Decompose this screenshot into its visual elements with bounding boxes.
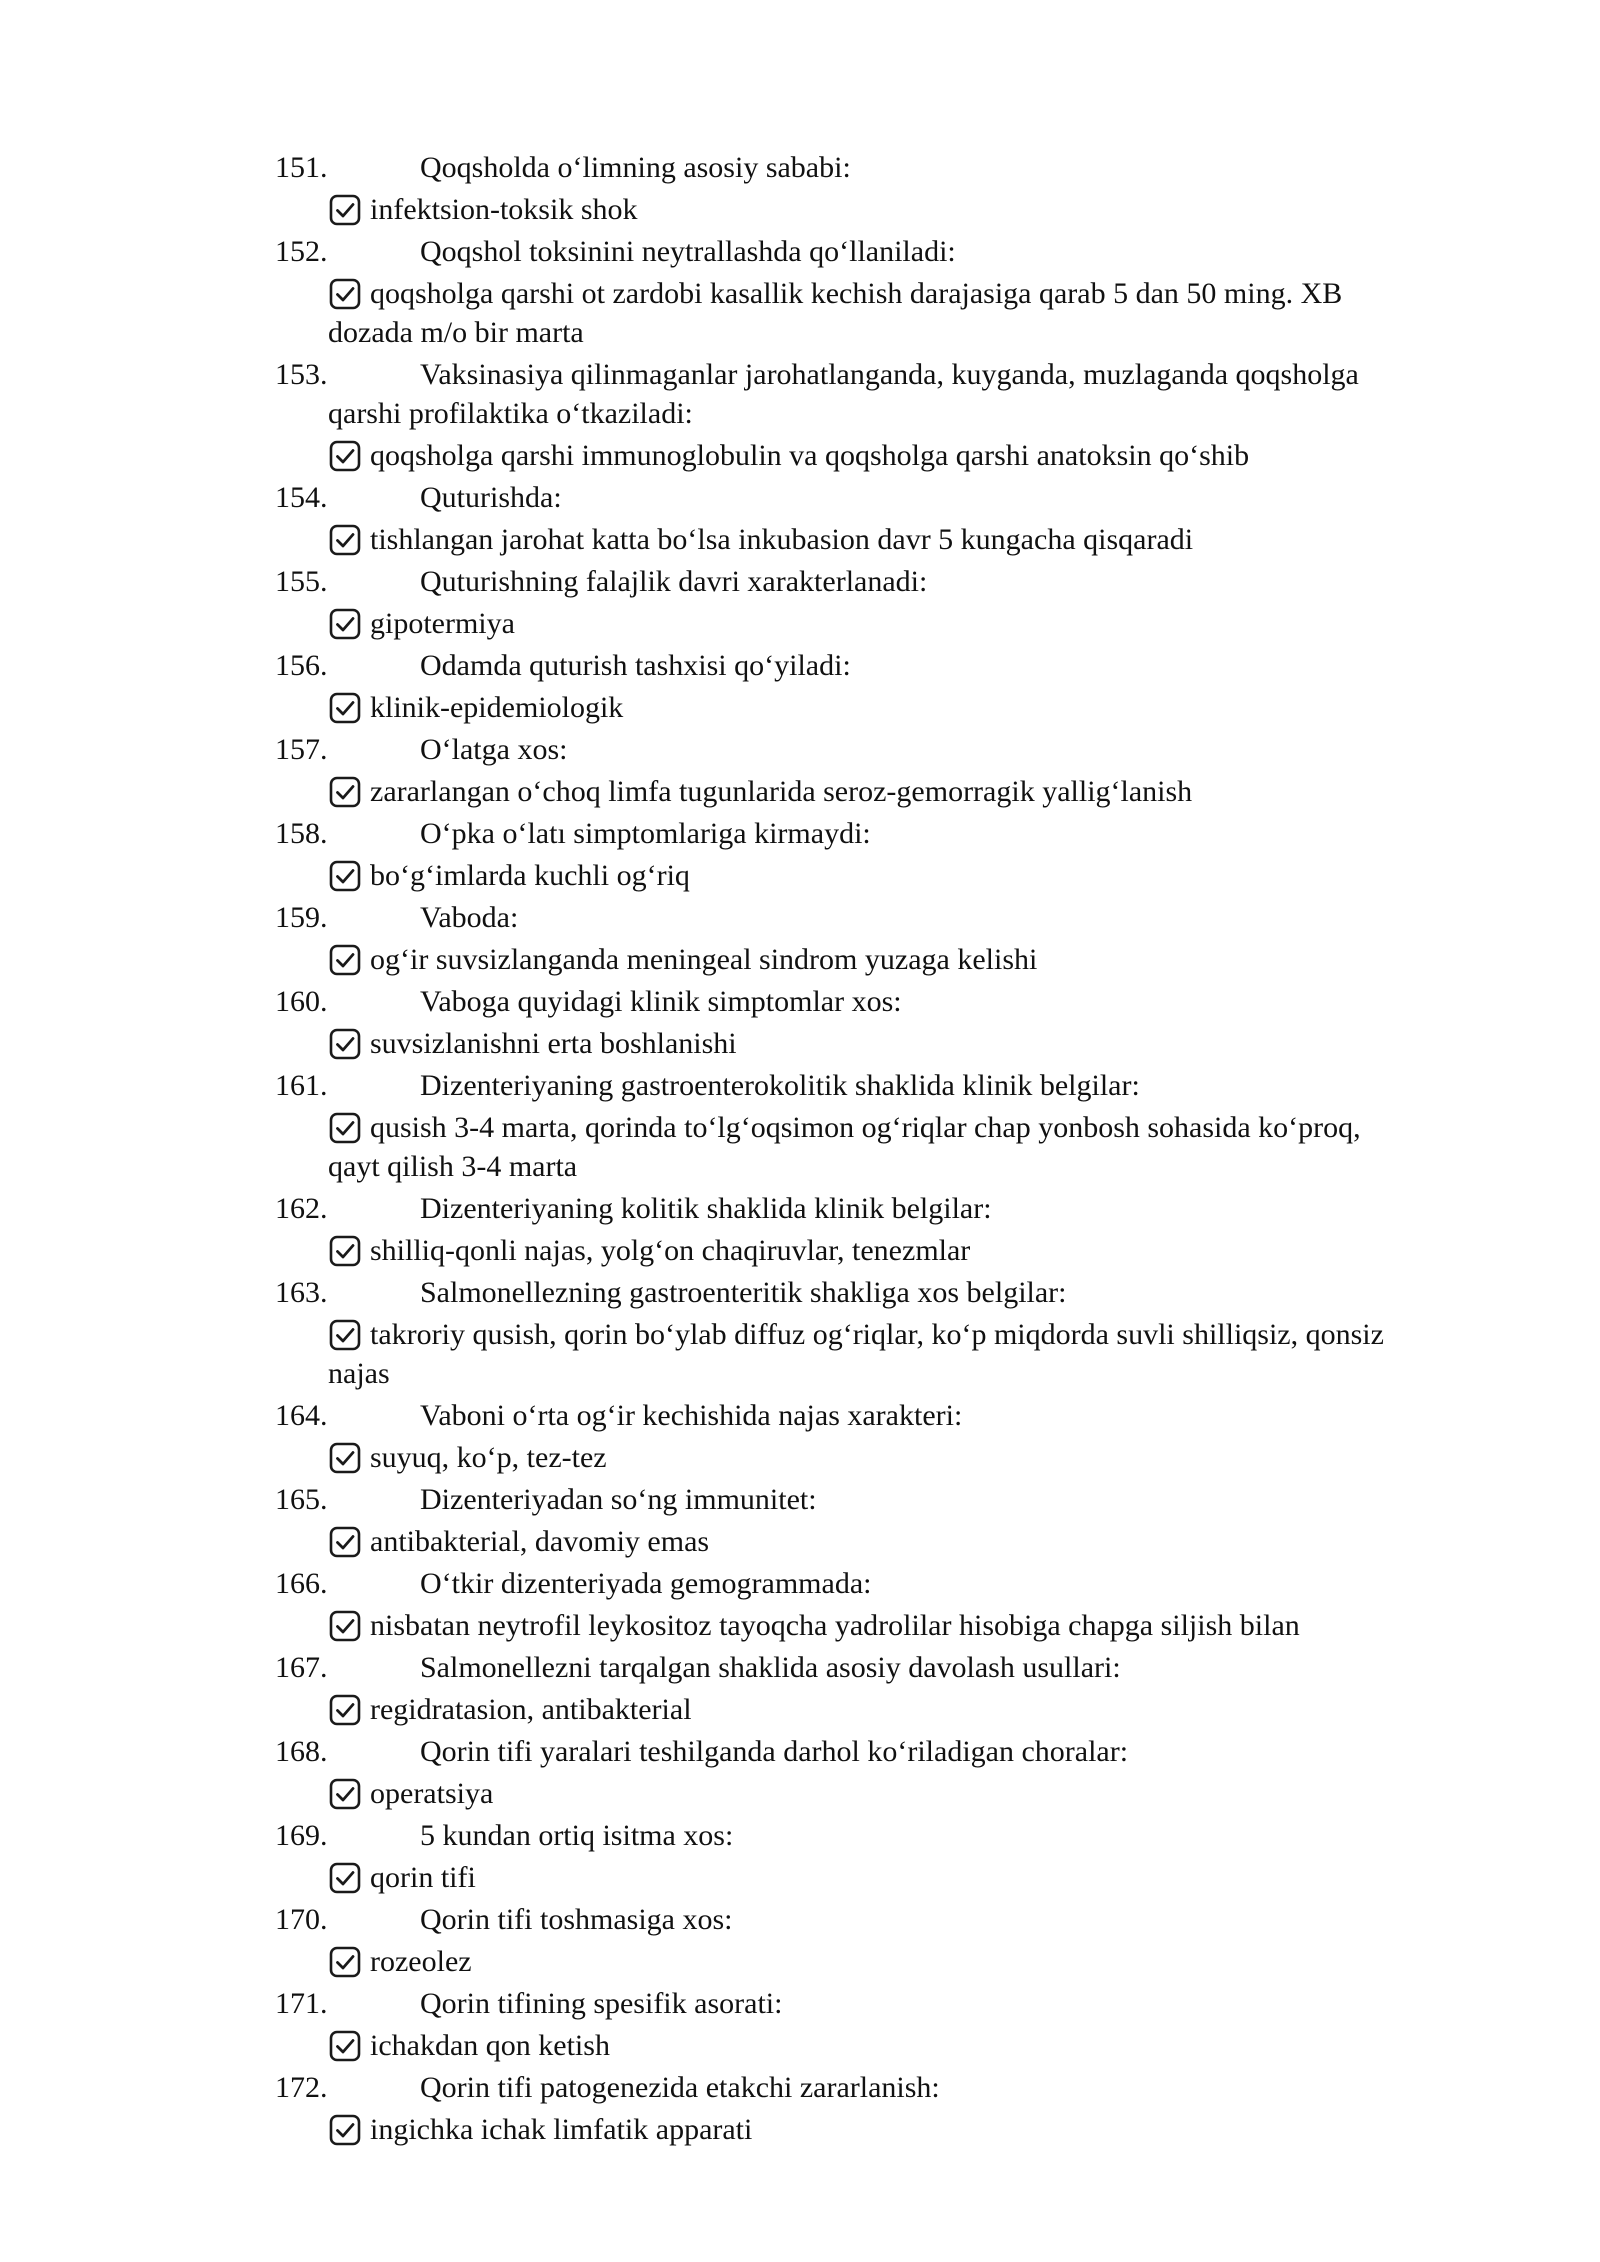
question-number: 168.	[275, 1735, 328, 1768]
question-text: O‘latga xos:	[420, 733, 568, 766]
answer-text: infektsion-toksik shok	[370, 193, 638, 226]
answer-line	[328, 274, 1505, 313]
checkbox-checked-icon	[328, 1693, 362, 1727]
question-item	[275, 1900, 1505, 1981]
answer	[275, 772, 1505, 811]
question-number: 169.	[275, 1819, 328, 1852]
checkbox-checked-icon	[328, 1027, 362, 1061]
answer-line	[328, 1108, 1505, 1147]
question-line	[275, 814, 1505, 853]
question-line	[275, 1900, 1505, 1939]
answer-text: ichakdan qon ketish	[370, 2029, 610, 2062]
question-line	[275, 148, 1505, 187]
checkbox-checked-icon	[328, 523, 362, 557]
question-text: Vaboni o‘rta og‘ir kechishida najas xarakteri:	[420, 1399, 963, 1432]
question-item	[275, 1189, 1505, 1270]
question-item	[275, 898, 1505, 979]
question-number: 158.	[275, 817, 328, 850]
question-text: Qorin tifi patogenezida etakchi zararlanish:	[420, 2071, 940, 2104]
answer-text: shilliq-qonli najas, yolg‘on chaqiruvlar, tenezmlar	[370, 1234, 971, 1267]
question-line	[275, 562, 1505, 601]
answer-text: tishlangan jarohat katta bo‘lsa inkubasion davr 5 kungacha qisqaradi	[370, 523, 1194, 556]
answer	[275, 1315, 1505, 1393]
answer	[275, 1606, 1505, 1645]
answer	[275, 436, 1505, 475]
answer-line	[328, 2026, 1505, 2065]
answer	[275, 1690, 1505, 1729]
answer-text: antibakterial, davomiy emas	[370, 1525, 710, 1558]
question-text: Vaksinasiya qilinmaganlar jarohatlanganda, kuyganda, muzlaganda qoqsholga	[420, 358, 1359, 391]
question-item	[275, 355, 1505, 475]
checkbox-checked-icon	[328, 1234, 362, 1268]
checkbox-checked-icon	[328, 439, 362, 473]
checkbox-checked-icon	[328, 607, 362, 641]
question-number: 167.	[275, 1651, 328, 1684]
question-number: 157.	[275, 733, 328, 766]
question-item	[275, 1816, 1505, 1897]
answer-line	[328, 1438, 1505, 1477]
question-number: 162.	[275, 1192, 328, 1225]
checkbox-checked-icon	[328, 193, 362, 227]
question-number: 164.	[275, 1399, 328, 1432]
question-text: Dizenteriyadan so‘ng immunitet:	[420, 1483, 817, 1516]
question-number: 159.	[275, 901, 328, 934]
answer-text: nisbatan neytrofil leykositoz tayoqcha yadrolilar hisobiga chapga siljish bilan	[370, 1609, 1300, 1642]
question-text-continuation: qarshi profilaktika o‘tkaziladi:	[328, 397, 693, 430]
question-line	[275, 1732, 1505, 1771]
answer-line	[328, 436, 1505, 475]
answer-line	[328, 940, 1505, 979]
question-text: Qorin tifining spesifik asorati:	[420, 1987, 783, 2020]
answer	[275, 1438, 1505, 1477]
answer-line	[328, 1942, 1505, 1981]
question-line	[275, 730, 1505, 769]
question-text: 5 kundan ortiq isitma xos:	[420, 1819, 734, 1852]
question-number: 155.	[275, 565, 328, 598]
answer	[275, 274, 1505, 352]
answer-text: qoqsholga qarshi immunoglobulin va qoqsholga qarshi anatoksin qo‘shib	[370, 439, 1250, 472]
answer-line	[328, 2110, 1505, 2149]
question-item	[275, 1273, 1505, 1393]
question-text: O‘tkir dizenteriyada gemogrammada:	[420, 1567, 872, 1600]
question-line	[275, 1984, 1505, 2023]
checkbox-checked-icon	[328, 1861, 362, 1895]
answer-line	[328, 520, 1505, 559]
answer-text-continuation: dozada m/o bir marta	[328, 316, 584, 349]
answer	[275, 1231, 1505, 1270]
question-text: Dizenteriyaning kolitik shaklida klinik belgilar:	[420, 1192, 992, 1225]
answer-text: qoqsholga qarshi ot zardobi kasallik kechish darajasiga qarab 5 dan 50 ming. XB	[370, 277, 1343, 310]
answer-text: qorin tifi	[370, 1861, 476, 1894]
question-item	[275, 562, 1505, 643]
answer-text: gipotermiya	[370, 607, 515, 640]
checkbox-checked-icon	[328, 691, 362, 725]
answer-text: bo‘g‘imlarda kuchli og‘riq	[370, 859, 690, 892]
question-item	[275, 814, 1505, 895]
question-line	[275, 646, 1505, 685]
question-list	[275, 148, 1505, 2152]
answer	[275, 1522, 1505, 1561]
answer	[275, 940, 1505, 979]
question-number: 163.	[275, 1276, 328, 1309]
question-text: Vaboda:	[420, 901, 519, 934]
answer-text: regidratasion, antibakterial	[370, 1693, 692, 1726]
question-number: 171.	[275, 1987, 328, 2020]
answer	[275, 1858, 1505, 1897]
question-item	[275, 1732, 1505, 1813]
question-line	[275, 1648, 1505, 1687]
question-number: 161.	[275, 1069, 328, 1102]
question-item	[275, 1648, 1505, 1729]
question-item	[275, 646, 1505, 727]
question-item	[275, 2068, 1505, 2149]
checkbox-checked-icon	[328, 1111, 362, 1145]
answer-text: operatsiya	[370, 1777, 494, 1810]
answer	[275, 604, 1505, 643]
question-item	[275, 148, 1505, 229]
question-text: Quturishning falajlik davri xarakterlanadi:	[420, 565, 928, 598]
question-item	[275, 232, 1505, 352]
question-text: Vaboga quyidagi klinik simptomlar xos:	[420, 985, 902, 1018]
question-text: Dizenteriyaning gastroenterokolitik shaklida klinik belgilar:	[420, 1069, 1140, 1102]
answer-text: suvsizlanishni erta boshlanishi	[370, 1027, 737, 1060]
question-line	[275, 1189, 1505, 1228]
answer-text: rozeolez	[370, 1945, 472, 1978]
question-line	[275, 232, 1505, 271]
answer-text: zararlangan o‘choq limfa tugunlarida seroz-gemorragik yallig‘lanish	[370, 775, 1193, 808]
question-line	[275, 2068, 1505, 2107]
question-number: 156.	[275, 649, 328, 682]
question-item	[275, 478, 1505, 559]
question-item	[275, 982, 1505, 1063]
question-item	[275, 1564, 1505, 1645]
question-item	[275, 1480, 1505, 1561]
answer-line	[328, 688, 1505, 727]
answer-line	[328, 772, 1505, 811]
answer	[275, 520, 1505, 559]
question-number: 160.	[275, 985, 328, 1018]
question-line	[275, 982, 1505, 1021]
answer-line	[328, 1024, 1505, 1063]
question-text: Qoqshol toksinini neytrallashda qo‘llaniladi:	[420, 235, 956, 268]
question-line	[275, 1396, 1505, 1435]
question-text: Qoqsholda o‘limning asosiy sababi:	[420, 151, 851, 184]
answer	[275, 1024, 1505, 1063]
question-item	[275, 730, 1505, 811]
question-line	[275, 1564, 1505, 1603]
checkbox-checked-icon	[328, 775, 362, 809]
question-line	[275, 1480, 1505, 1519]
checkbox-checked-icon	[328, 2113, 362, 2147]
answer-text: suyuq, ko‘p, tez-tez	[370, 1441, 607, 1474]
answer-line	[328, 190, 1505, 229]
answer-line	[328, 1231, 1505, 1270]
question-item	[275, 1396, 1505, 1477]
answer	[275, 1108, 1505, 1186]
question-number: 152.	[275, 235, 328, 268]
answer-line	[328, 1606, 1505, 1645]
answer-line	[328, 1522, 1505, 1561]
checkbox-checked-icon	[328, 859, 362, 893]
answer-line	[328, 856, 1505, 895]
question-number: 170.	[275, 1903, 328, 1936]
question-number: 172.	[275, 2071, 328, 2104]
checkbox-checked-icon	[328, 1609, 362, 1643]
checkbox-checked-icon	[328, 1441, 362, 1475]
question-item	[275, 1066, 1505, 1186]
question-line	[275, 898, 1505, 937]
answer-text-continuation: qayt qilish 3-4 marta	[328, 1150, 578, 1183]
question-number: 153.	[275, 358, 328, 391]
checkbox-checked-icon	[328, 943, 362, 977]
checkbox-checked-icon	[328, 2029, 362, 2063]
answer-text: og‘ir suvsizlanganda meningeal sindrom yuzaga kelishi	[370, 943, 1038, 976]
question-text: Salmonellezni tarqalgan shaklida asosiy davolash usullari:	[420, 1651, 1121, 1684]
answer	[275, 856, 1505, 895]
checkbox-checked-icon	[328, 1777, 362, 1811]
answer-line	[328, 1858, 1505, 1897]
answer	[275, 2026, 1505, 2065]
answer-text: qusish 3-4 marta, qorinda to‘lg‘oqsimon og‘riqlar chap yonbosh sohasida ko‘proq,	[370, 1111, 1361, 1144]
question-text: Qorin tifi toshmasiga xos:	[420, 1903, 733, 1936]
question-line	[275, 478, 1505, 517]
answer	[275, 2110, 1505, 2149]
question-number: 151.	[275, 151, 328, 184]
question-line	[275, 1816, 1505, 1855]
checkbox-checked-icon	[328, 1945, 362, 1979]
question-text: Quturishda:	[420, 481, 562, 514]
answer	[275, 190, 1505, 229]
answer	[275, 1774, 1505, 1813]
answer	[275, 688, 1505, 727]
question-number: 165.	[275, 1483, 328, 1516]
answer-line	[328, 604, 1505, 643]
answer-text-continuation: najas	[328, 1357, 390, 1390]
checkbox-checked-icon	[328, 1318, 362, 1352]
answer-line	[328, 1774, 1505, 1813]
checkbox-checked-icon	[328, 1525, 362, 1559]
answer-text: klinik-epidemiologik	[370, 691, 624, 724]
answer-text: ingichka ichak limfatik apparati	[370, 2113, 753, 2146]
question-line	[275, 1066, 1505, 1105]
question-line	[275, 355, 1505, 394]
question-number: 154.	[275, 481, 328, 514]
question-text: Salmonellezning gastroenteritik shakliga xos belgilar:	[420, 1276, 1067, 1309]
answer-line	[328, 1315, 1505, 1354]
question-number: 166.	[275, 1567, 328, 1600]
question-text: Qorin tifi yaralari teshilganda darhol ko‘riladigan choralar:	[420, 1735, 1129, 1768]
question-item	[275, 1984, 1505, 2065]
answer-text: takroriy qusish, qorin bo‘ylab diffuz og‘riqlar, ko‘p miqdorda suvli shilliqsiz, qonsiz	[370, 1318, 1384, 1351]
answer-line	[328, 1690, 1505, 1729]
checkbox-checked-icon	[328, 277, 362, 311]
question-text: O‘pka o‘latı simptomlariga kirmaydi:	[420, 817, 871, 850]
question-line	[275, 1273, 1505, 1312]
question-text: Odamda quturish tashxisi qo‘yiladi:	[420, 649, 851, 682]
answer	[275, 1942, 1505, 1981]
